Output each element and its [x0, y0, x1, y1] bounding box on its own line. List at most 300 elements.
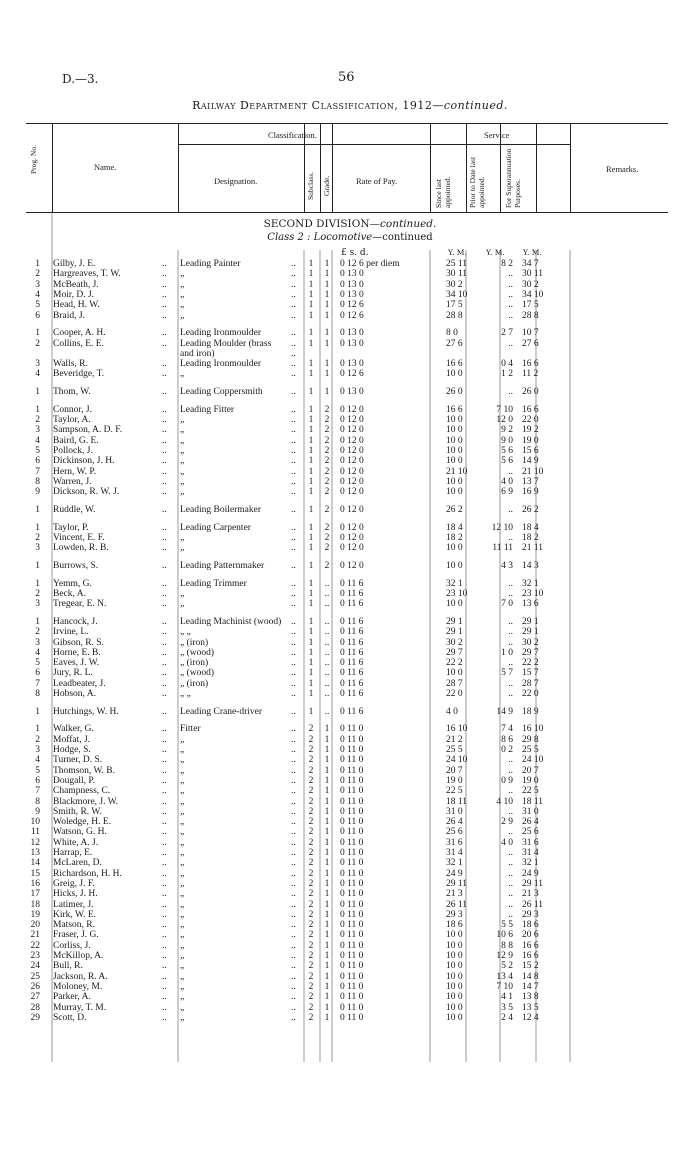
table-row [0, 359, 700, 369]
table-row [0, 280, 700, 290]
table-row [0, 1013, 700, 1023]
cell-name: Moir, D. J. [53, 289, 95, 300]
leader-dots: .. [291, 724, 296, 735]
cell-no: 5 [35, 765, 40, 776]
cell-rate: 0 11 6 [340, 689, 364, 699]
leader-dots: .. [162, 560, 167, 571]
cell-rate: 0 13 0 [340, 328, 364, 339]
cell-since: 26 2 [446, 504, 463, 515]
cell-since: 24 9 [446, 868, 463, 879]
leader-dots: .. [162, 940, 167, 951]
cell-prior: 9 0 [501, 435, 513, 446]
cell-gr: 2 [324, 404, 330, 415]
cell-sc: 2 [308, 899, 314, 910]
cell-prior: 0 2 [501, 745, 513, 755]
cell-no: 1 [35, 404, 40, 415]
cell-name: Beveridge, T. [53, 369, 105, 380]
cell-super: 22 2 [522, 658, 539, 669]
cell-no: 18 [30, 899, 40, 910]
cell-name: Watson, G. H. [53, 827, 107, 838]
cell-gr: 1 [324, 765, 330, 776]
cell-gr: 1 [324, 827, 330, 838]
leader-dots: .. [162, 588, 167, 599]
leader-dots: .. [291, 487, 296, 498]
leader-dots: .. [291, 1002, 296, 1013]
cell-since: 10 0 [446, 456, 463, 467]
cell-rate: 0 12 0 [340, 504, 364, 515]
cell-sc: 1 [308, 456, 314, 467]
leader-dots: .. [291, 755, 296, 766]
cell-name: Irvine, L. [53, 627, 89, 638]
cell-name: Braid, J. [53, 310, 85, 321]
leader-dots: .. [291, 940, 296, 951]
cell-since: 29 1 [446, 627, 463, 638]
cell-no: 23 [30, 951, 40, 961]
col-prog-no: Prog. No. [29, 145, 38, 174]
cell-des: „ [180, 981, 185, 992]
cell-gr: 2 [324, 425, 330, 436]
cell-gr: 1 [324, 806, 330, 817]
col-name: Name. [94, 162, 117, 172]
cell-des: „ (wood) [180, 647, 215, 658]
leader-dots: .. [291, 435, 296, 446]
cell-super: 14 8 [522, 971, 539, 982]
cell-sc: 1 [308, 647, 314, 658]
cell-no: 28 [30, 1002, 40, 1013]
cell-super: 20 6 [522, 930, 539, 941]
table-row [0, 523, 700, 533]
leader-dots: .. [291, 310, 296, 321]
cell-prior: 0 4 [501, 359, 513, 370]
cell-des: Leading Ironmoulder [180, 359, 261, 370]
cell-rate: 0 12 0 [340, 446, 364, 456]
cell-since: 26 0 [446, 387, 463, 398]
cell-super: 22 0 [522, 415, 539, 426]
cell-prior: 5 6 [501, 456, 513, 467]
cell-super: 26 11 [522, 899, 544, 910]
cell-sc: 1 [308, 476, 314, 487]
cell-since: 28 8 [446, 310, 463, 321]
cell-super: 26 4 [522, 817, 539, 828]
cell-gr: 2 [324, 446, 330, 456]
cell-super: 21 3 [522, 889, 539, 900]
cell-super: 31 6 [522, 837, 539, 848]
cell-super: 34 7 [522, 259, 539, 269]
cell-des: „ [180, 435, 185, 446]
cell-rate: 0 13 0 [340, 269, 364, 280]
cell-prior: 9 2 [501, 425, 513, 436]
cell-name: Head, H. W. [53, 300, 100, 311]
cell-des: „ [180, 796, 185, 807]
cell-no: 8 [35, 796, 40, 807]
cell-sc: 2 [308, 1012, 314, 1023]
cell-prior: .. [508, 868, 513, 879]
cell-no: 3 [35, 543, 40, 554]
cell-name: Bull, R. [53, 961, 83, 972]
cell-gr: 2 [324, 466, 330, 477]
cell-rate: 0 12 0 [340, 543, 364, 554]
cell-since: 28 7 [446, 678, 463, 689]
leader-dots: .. [291, 951, 296, 961]
cell-since: 27 6 [446, 338, 463, 349]
cell-super: 25 6 [522, 827, 539, 838]
table-row [0, 467, 700, 477]
cell-name: Hodge, S. [53, 745, 91, 755]
cell-name: Leadbeater, J. [53, 678, 106, 689]
cell-super: 16 6 [522, 951, 539, 961]
cell-since: 16 10 [446, 724, 468, 735]
leader-dots: .. [291, 616, 296, 627]
cell-gr: 1 [324, 289, 330, 300]
leader-dots: .. [291, 627, 296, 638]
cell-prior: 8 8 [501, 940, 513, 951]
cell-no: 6 [35, 310, 40, 321]
leader-dots: .. [162, 858, 167, 869]
cell-des: „ (iron) [180, 637, 209, 648]
cell-gr: 1 [324, 786, 330, 797]
cell-no: 21 [30, 930, 40, 941]
cell-name: Hern, W. P. [53, 466, 97, 477]
cell-no: 9 [35, 487, 40, 498]
cell-no: 1 [35, 560, 40, 571]
cell-gr: 2 [324, 476, 330, 487]
table-row [0, 689, 700, 699]
leader-dots: .. [162, 837, 167, 848]
cell-gr: 1 [324, 858, 330, 869]
cell-gr: 1 [324, 310, 330, 321]
division-suffix: —continued. [369, 218, 437, 230]
cell-no: 4 [35, 369, 40, 380]
leader-dots: .. [162, 338, 167, 349]
leader-dots: .. [291, 992, 296, 1003]
leader-dots: .. [162, 868, 167, 879]
leader-dots: .. [291, 504, 296, 515]
cell-rate: 0 11 0 [340, 775, 364, 786]
cell-rate: 0 11 0 [340, 868, 364, 879]
table-row [0, 838, 700, 848]
table-row [0, 817, 700, 827]
cell-name: Woledge, H. E. [53, 817, 112, 828]
leader-dots: .. [291, 796, 296, 807]
section-heading [0, 218, 700, 230]
cell-super: 32 1 [522, 858, 539, 869]
cell-super: 16 9 [522, 487, 539, 498]
cell-rate: 0 11 0 [340, 755, 364, 766]
cell-rate: 0 11 0 [340, 734, 364, 745]
cell-des: „ [180, 817, 185, 828]
cell-no: 2 [35, 415, 40, 426]
table-row [0, 425, 700, 435]
leader-dots: .. [291, 578, 296, 589]
cell-name: McBeath, J. [53, 279, 99, 290]
cell-prior: 10 6 [496, 930, 513, 941]
cell-gr: .. [324, 627, 330, 638]
cell-rate: 0 11 0 [340, 745, 364, 755]
cell-name: Hancock, J. [53, 616, 98, 627]
table-row [0, 889, 700, 899]
cell-since: 8 0 [446, 328, 458, 339]
cell-prior: 5 5 [501, 920, 513, 931]
leader-dots: .. [291, 476, 296, 487]
cell-sc: 1 [308, 532, 314, 543]
leader-dots: .. [291, 560, 296, 571]
division-name: SECOND DIVISION [263, 218, 370, 230]
cell-name: Walls, R. [53, 359, 88, 370]
cell-prior: .. [508, 689, 513, 699]
cell-name: Hobson, A. [53, 689, 97, 699]
cell-name: Eaves, J. W. [53, 658, 100, 669]
cell-prior: .. [508, 858, 513, 869]
cell-rate: 0 11 6 [340, 706, 364, 717]
leader-dots: .. [162, 889, 167, 900]
cell-no: 1 [35, 387, 40, 398]
cell-rate: 0 11 0 [340, 724, 364, 735]
cell-des: „ [180, 786, 185, 797]
leader-dots: .. [162, 992, 167, 1003]
cell-des: „ [180, 837, 185, 848]
cell-name: Smith, R. W. [53, 806, 102, 817]
cell-rate: 0 11 0 [340, 971, 364, 982]
cell-rate: 0 11 0 [340, 951, 364, 961]
cell-no: 7 [35, 678, 40, 689]
table-row [0, 879, 700, 889]
cell-no: 1 [35, 328, 40, 339]
cell-des: Leading Fitter [180, 404, 235, 415]
cell-sc: 1 [308, 543, 314, 554]
table-row [0, 776, 700, 786]
cell-since: 10 0 [446, 981, 463, 992]
cell-prior: 2 9 [501, 817, 513, 828]
cell-super: 34 10 [522, 289, 544, 300]
cell-no: 2 [35, 627, 40, 638]
table-row [0, 961, 700, 971]
cell-rate: 0 12 0 [340, 487, 364, 498]
cell-super: 17 5 [522, 300, 539, 311]
cell-rate: 0 11 0 [340, 940, 364, 951]
leader-dots: .. [162, 415, 167, 426]
cell-name: Collins, E. E. [53, 338, 104, 349]
cell-name: Greig, J. F. [53, 878, 95, 889]
cell-since: 25 5 [446, 745, 463, 755]
table-row [0, 328, 700, 338]
cell-prior: .. [508, 532, 513, 543]
cell-des: „ (iron) [180, 678, 209, 689]
leader-dots: .. [162, 668, 167, 679]
cell-name: Jury, R. L. [53, 668, 93, 679]
cell-no: 3 [35, 425, 40, 436]
cell-prior: .. [508, 310, 513, 321]
table-row [0, 745, 700, 755]
cell-prior: .. [508, 678, 513, 689]
cell-rate: 0 11 0 [340, 1012, 364, 1023]
leader-dots: .. [162, 775, 167, 786]
cell-sc: 2 [308, 827, 314, 838]
cell-prior: 12 0 [496, 415, 513, 426]
cell-prior: 14 9 [496, 706, 513, 717]
leader-dots: .. [162, 909, 167, 920]
table-row [0, 290, 700, 300]
cell-des: „ [180, 951, 185, 961]
cell-rate: 0 12 0 [340, 532, 364, 543]
cell-prior: .. [508, 289, 513, 300]
cell-since: 16 6 [446, 404, 463, 415]
cell-des: „ [180, 940, 185, 951]
cell-super: 13 6 [522, 599, 539, 610]
cell-des: „ [180, 543, 185, 554]
cell-name: Burrows, S. [53, 560, 99, 571]
cell-sc: 1 [308, 616, 314, 627]
cell-name: Thom, W. [53, 387, 91, 398]
leader-dots: .. [291, 328, 296, 339]
cell-no: 8 [35, 689, 40, 699]
cell-gr: 1 [324, 961, 330, 972]
cell-sc: 1 [308, 504, 314, 515]
cell-name: Jackson, R. A. [53, 971, 108, 982]
cell-des: „ [180, 806, 185, 817]
cell-no: 3 [35, 359, 40, 370]
leader-dots: .. [162, 706, 167, 717]
leader-dots: .. [162, 689, 167, 699]
cell-des: Leading Ironmoulder [180, 328, 261, 339]
cell-sc: 1 [308, 627, 314, 638]
cell-name: Gilby, J. E. [53, 259, 96, 269]
leader-dots: .. [291, 647, 296, 658]
cell-rate: 0 11 0 [340, 920, 364, 931]
cell-prior: .. [508, 627, 513, 638]
cell-since: 10 0 [446, 476, 463, 487]
cell-sc: 2 [308, 796, 314, 807]
cell-no: 15 [30, 868, 40, 879]
leader-dots: .. [162, 920, 167, 931]
cell-gr: 1 [324, 1012, 330, 1023]
cell-gr: 1 [324, 745, 330, 755]
cell-des: „ (iron) [180, 658, 209, 669]
cell-sc: 1 [308, 387, 314, 398]
cell-name: McLaren, D. [53, 858, 102, 869]
cell-prior: 2 4 [501, 1012, 513, 1023]
cell-prior: .. [508, 806, 513, 817]
cell-rate: 0 11 0 [340, 889, 364, 900]
cell-since: 21 2 [446, 734, 463, 745]
cell-gr: .. [324, 578, 330, 589]
cell-sc: 2 [308, 951, 314, 961]
cell-since: 29 3 [446, 909, 463, 920]
cell-sc: 1 [308, 269, 314, 280]
cell-des: „ [180, 415, 185, 426]
cell-rate: 0 11 0 [340, 878, 364, 889]
leader-dots: .. [291, 259, 296, 269]
leader-dots: .. [162, 269, 167, 280]
cell-super: 16 6 [522, 940, 539, 951]
leader-dots: .. [162, 404, 167, 415]
cell-name: Tregear, E. N. [53, 599, 107, 610]
table-row [0, 724, 700, 734]
cell-gr: 1 [324, 300, 330, 311]
cell-gr: .. [324, 637, 330, 648]
leader-dots: .. [291, 279, 296, 290]
cell-super: 15 6 [522, 446, 539, 456]
table-row [0, 589, 700, 599]
cell-rate: 0 12 0 [340, 404, 364, 415]
table-row [0, 617, 700, 627]
leader-dots: .. [162, 1002, 167, 1013]
cell-sc: 2 [308, 940, 314, 951]
cell-gr: 2 [324, 532, 330, 543]
cell-gr: 1 [324, 920, 330, 931]
cell-super: 14 3 [522, 560, 539, 571]
cell-sc: 1 [308, 328, 314, 339]
cell-no: 2 [35, 588, 40, 599]
leader-dots: .. [162, 724, 167, 735]
leader-dots: .. [291, 930, 296, 941]
cell-no: 25 [30, 971, 40, 982]
leader-dots: .. [162, 387, 167, 398]
leader-dots: .. [162, 806, 167, 817]
table-row [0, 477, 700, 487]
cell-no: 7 [35, 786, 40, 797]
table-row [0, 627, 700, 637]
cell-since: 10 0 [446, 940, 463, 951]
cell-gr: 1 [324, 338, 330, 349]
cell-since: 30 2 [446, 637, 463, 648]
cell-super: 30 2 [522, 279, 539, 290]
cell-des: Leading Crane-driver [180, 706, 263, 717]
cell-prior: .. [508, 616, 513, 627]
cell-gr: 2 [324, 487, 330, 498]
cell-super: 24 9 [522, 868, 539, 879]
leader-dots: .. [291, 899, 296, 910]
cell-des: „ [180, 1002, 185, 1013]
cell-rate: 0 13 0 [340, 338, 364, 349]
leader-dots: .. [162, 543, 167, 554]
cell-rate: 0 11 0 [340, 765, 364, 776]
leader-dots: .. [162, 289, 167, 300]
cell-no: 29 [30, 1012, 40, 1023]
col-classification: Classification. [268, 130, 317, 140]
table-row [0, 505, 700, 515]
cell-super: 15 7 [522, 668, 539, 679]
cell-des: Leading Coppersmith [180, 387, 263, 398]
cell-rate: 0 11 0 [340, 837, 364, 848]
table-row [0, 807, 700, 817]
leader-dots: .. [291, 387, 296, 398]
cell-rate: 0 11 6 [340, 588, 364, 599]
leader-dots: .. [162, 658, 167, 669]
leader-dots: .. [291, 848, 296, 858]
cell-rate: 0 11 6 [340, 647, 364, 658]
cell-gr: 2 [324, 435, 330, 446]
leader-dots: .. [291, 369, 296, 380]
cell-since: 10 0 [446, 487, 463, 498]
cell-super: 29 7 [522, 647, 539, 658]
cell-gr: .. [324, 599, 330, 610]
table-row [0, 735, 700, 745]
cell-no: 1 [35, 706, 40, 717]
leader-dots: .. [162, 678, 167, 689]
cell-since: 26 4 [446, 817, 463, 828]
cell-since: 34 10 [446, 289, 468, 300]
cell-sc: 1 [308, 415, 314, 426]
cell-no: 20 [30, 920, 40, 931]
table-row [0, 786, 700, 796]
leader-dots: .. [162, 1012, 167, 1023]
cell-rate: 0 11 0 [340, 848, 364, 858]
table-row [0, 339, 700, 349]
cell-gr: .. [324, 668, 330, 679]
cell-sc: 1 [308, 658, 314, 669]
cell-rate: 0 12 0 [340, 456, 364, 467]
cell-des: „ [180, 745, 185, 755]
